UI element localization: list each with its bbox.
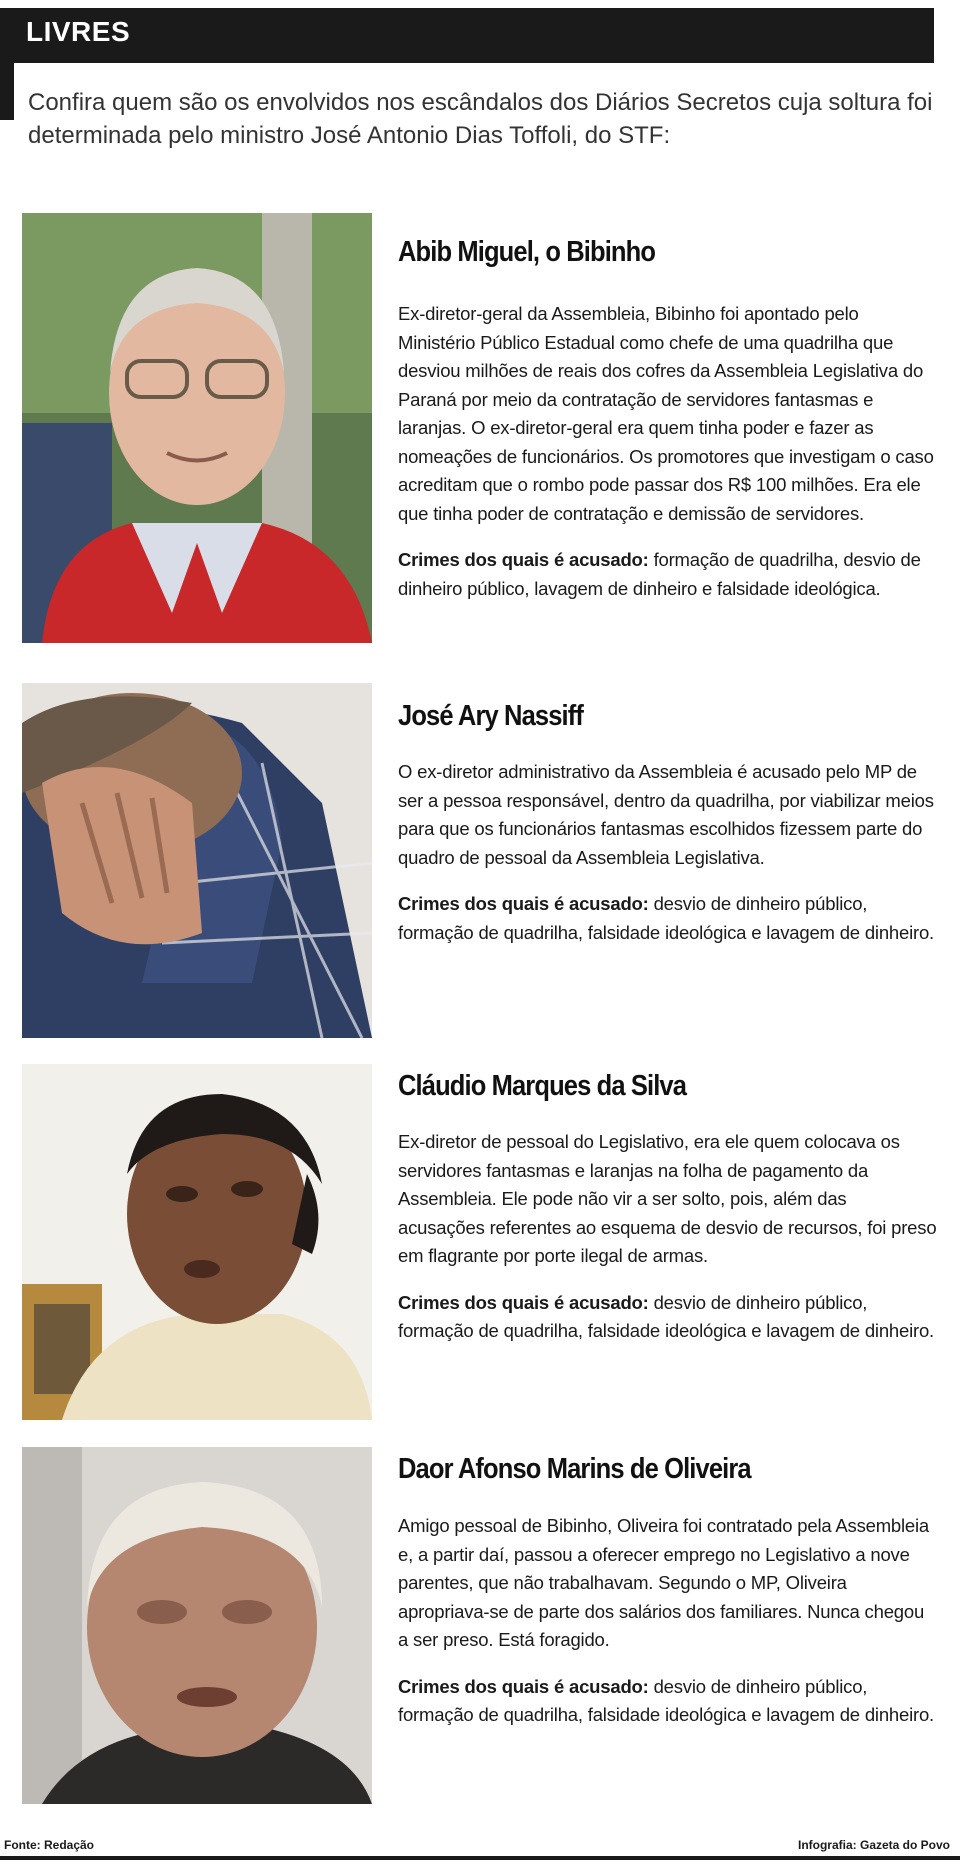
crimes-label: Crimes dos quais é acusado: [398, 1291, 649, 1313]
person-bio: Ex-diretor-geral da Assembleia, Bibinho foi apontado pelo Ministério Público Estadual como chefe de uma quadrilha que desviou milhões de reais dos cofres da Assembleia Legislativa do Paraná por meio da contratação de servidores fantasmas e laranjas. O ex-diretor-geral era quem tinha poder e fazer as nomeações de funcionários. Os promotores que investigam o caso acreditam que o rombo pode passar dos R$ 100 milhões. Era ele que tinha poder de contratação e demissão de servidores. [398, 303, 934, 524]
intro-text: Confira quem são os envolvidos nos escândalos dos Diários Secretos cuja soltura foi determinada pelo ministro José Antonio Dias Toffoli, do STF: [28, 89, 933, 149]
person-name: Daor Afonso Marins de Oliveira [398, 1453, 751, 1485]
person-crimes [398, 1673, 938, 1730]
person-bio: Amigo pessoal de Bibinho, Oliveira foi contratado pela Assembleia e, a partir daí, passou a oferecer emprego no Legislativo a nove parentes, que não trabalhavam. Segundo o MP, Oliveira apropriava-se de parte dos salários dos familiares. Nunca chegou a ser preso. Está foragido. [398, 1515, 930, 1650]
photo-jose-ary-nassiff [22, 683, 372, 1038]
person-description [398, 1128, 938, 1364]
crimes-text: desvio de dinheiro público, formação de quadrilha, falsidade ideológica e lavagem de dinheiro. [398, 1291, 934, 1341]
photo-claudio-marques-da-silva [22, 1064, 372, 1420]
person-bio: Ex-diretor de pessoal do Legislativo, era ele quem colocava os servidores fantasmas e laranjas na folha de pagamento da Assembleia. Ele pode não vir a ser solto, pois, além das acusações referentes ao esquema de desvio de recursos, foi preso em flagrante por porte ilegal de armas. [398, 1131, 937, 1266]
crimes-label: Crimes dos quais é acusado: [398, 549, 649, 570]
person-crimes [398, 890, 938, 947]
person-description [398, 1512, 938, 1748]
person-crimes [398, 546, 938, 603]
person-name: Abib Miguel, o Bibinho [398, 236, 656, 268]
person-description [398, 758, 938, 965]
crimes-label: Crimes dos quais é acusado: [398, 1675, 649, 1697]
header-bar [0, 8, 934, 63]
person-crimes [398, 1289, 938, 1346]
crimes-text: formação de quadrilha, desvio de dinheiro público, lavagem de dinheiro e falsidade ideológica. [398, 549, 921, 599]
photo-daor-afonso-marins-de-oliveira [22, 1447, 372, 1804]
footer-credit: Infografia: Gazeta do Povo [797, 1838, 950, 1852]
footer-source: Fonte: Redação [4, 1838, 95, 1852]
photo-abib-miguel [22, 213, 372, 643]
crimes-text: desvio de dinheiro público, formação de quadrilha, falsidade ideológica e lavagem de dinheiro. [398, 1675, 934, 1725]
crimes-label: Crimes dos quais é acusado: [398, 893, 649, 914]
person-name: Cláudio Marques da Silva [398, 1070, 687, 1102]
person-bio: O ex-diretor administrativo da Assembleia é acusado pelo MP de ser a pessoa responsável, dentro da quadrilha, por viabilizar meios para que os funcionários fantasmas escolhidos fizessem parte do quadro de pessoal da Assembleia Legislativa. [398, 761, 934, 868]
footer-rule [0, 1856, 960, 1860]
person-name: José Ary Nassiff [398, 700, 583, 732]
person-description [398, 300, 938, 621]
crimes-text: desvio de dinheiro público, formação de quadrilha, falsidade ideológica e lavagem de dinheiro. [398, 893, 934, 943]
page-title: LIVRES [26, 16, 131, 47]
